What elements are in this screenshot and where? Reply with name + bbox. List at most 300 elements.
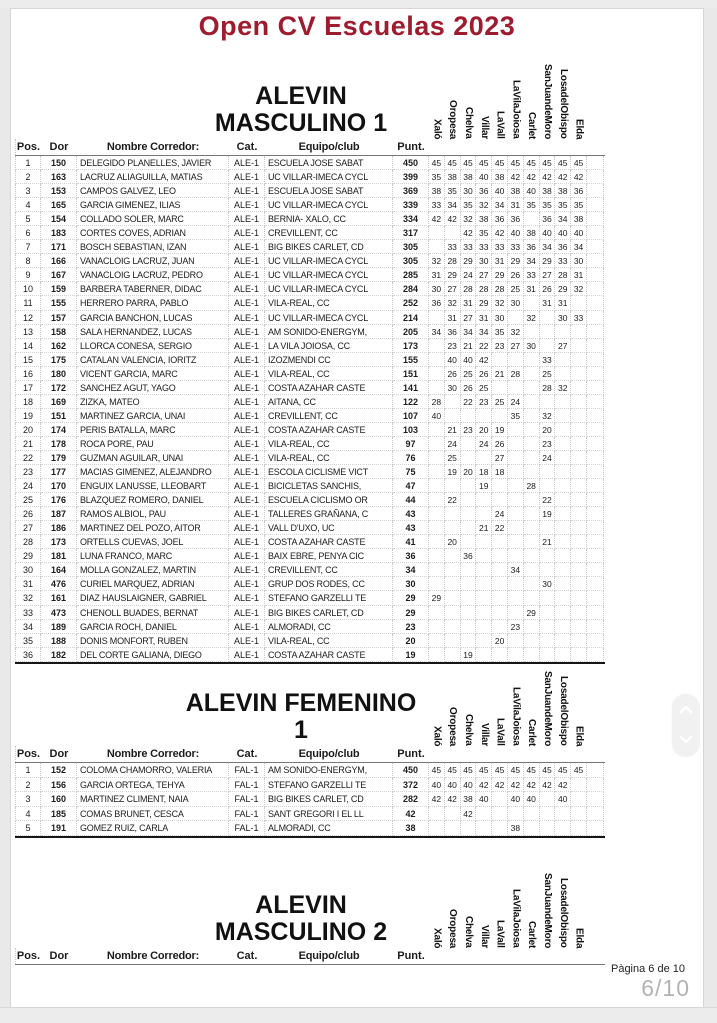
race-points-cell	[429, 807, 445, 822]
race-points-cell	[429, 353, 445, 367]
race-points-cell	[508, 479, 524, 493]
race-points-cell	[571, 792, 587, 807]
race-points-cell: 20	[461, 465, 477, 479]
race-points-cell	[508, 606, 524, 620]
race-points-cell: 24	[445, 437, 461, 451]
points-total-cell: 151	[393, 367, 429, 381]
race-points-cell	[555, 606, 571, 620]
race-points-cell: 45	[445, 763, 461, 778]
race-column-label	[492, 920, 508, 948]
race-points-cell: 34	[445, 198, 461, 212]
rider-name-cell: DEL CORTE GALIANA, DIEGO	[77, 648, 229, 662]
dorsal-cell: 159	[41, 282, 77, 296]
points-total-cell: 29	[393, 606, 429, 620]
dorsal-cell: 182	[41, 648, 77, 662]
race-column-label	[508, 889, 524, 948]
race-points-cell: 21	[445, 423, 461, 437]
race-points-cell	[571, 807, 587, 822]
points-total-cell: 339	[393, 198, 429, 212]
race-points-cell: 23	[492, 339, 508, 353]
race-points-cell: 40	[571, 226, 587, 240]
race-points-cell: 45	[476, 156, 492, 170]
race-points-cell: 23	[461, 423, 477, 437]
race-column-label-text: Villar	[478, 722, 490, 746]
race-points-cell	[540, 521, 556, 535]
table-row	[15, 507, 605, 521]
race-points-cell	[445, 226, 461, 240]
header-pos: Pos.	[16, 141, 41, 153]
race-points-cell	[540, 792, 556, 807]
race-points-cell	[492, 549, 508, 563]
race-points-cell	[540, 311, 556, 325]
race-points-cell	[492, 577, 508, 591]
race-column-label-text: LaVilaJoiosa	[510, 889, 522, 948]
race-column-label	[445, 100, 461, 139]
dorsal-cell: 154	[41, 212, 77, 226]
race-points-cell	[429, 563, 445, 577]
race-points-cell: 29	[461, 254, 477, 268]
rider-name-cell: PERIS BATALLA, MARC	[77, 423, 229, 437]
race-column-label-text: Oropesa	[447, 99, 459, 139]
club-cell: VILA-REAL, CC	[265, 437, 393, 451]
table-row	[15, 535, 605, 549]
club-cell: AM SONIDO-ENERGYM,	[265, 763, 393, 778]
race-points-cell: 27	[540, 268, 556, 282]
race-points-cell: 42	[555, 170, 571, 184]
rider-name-cell: GOMEZ RUIZ, CARLA	[77, 821, 229, 836]
race-points-cell: 33	[555, 254, 571, 268]
points-total-cell: 155	[393, 353, 429, 367]
points-total-cell: 450	[393, 763, 429, 778]
race-points-cell: 19	[540, 507, 556, 521]
race-points-cell: 34	[429, 325, 445, 339]
race-points-cell	[445, 395, 461, 409]
club-cell: SANT GREGORI I EL LL	[265, 807, 393, 822]
header-category: Cat.	[236, 950, 258, 962]
table-row	[15, 634, 605, 648]
empty-cell	[587, 395, 604, 409]
race-points-cell	[508, 437, 524, 451]
table-row	[15, 620, 605, 634]
category-cell: ALE-1	[229, 563, 265, 577]
scroll-widget[interactable]	[672, 694, 700, 757]
empty-cell	[587, 268, 604, 282]
race-points-cell: 45	[508, 763, 524, 778]
race-points-cell	[571, 549, 587, 563]
category-cell: ALE-1	[229, 549, 265, 563]
race-points-cell: 32	[461, 212, 477, 226]
club-cell: VILA-REAL, CC	[265, 634, 393, 648]
race-points-cell: 27	[461, 311, 477, 325]
club-cell: STEFANO GARZELLI TE	[265, 778, 393, 793]
points-total-cell: 205	[393, 325, 429, 339]
points-total-cell: 38	[393, 821, 429, 836]
rider-name-cell: BARBERA TABERNER, DIDAC	[77, 282, 229, 296]
race-points-cell: 30	[461, 184, 477, 198]
race-points-cell: 34	[461, 325, 477, 339]
category-cell: ALE-1	[229, 184, 265, 198]
header-points-total: Punt.	[397, 141, 425, 153]
race-points-cell	[461, 409, 477, 423]
points-total-cell: 36	[393, 549, 429, 563]
race-points-cell	[524, 807, 540, 822]
header-category: Cat.	[236, 748, 258, 760]
race-points-cell: 32	[540, 409, 556, 423]
race-points-cell: 29	[492, 268, 508, 282]
race-points-cell: 40	[555, 226, 571, 240]
race-column-label	[508, 687, 524, 746]
race-points-cell	[492, 479, 508, 493]
race-points-cell	[461, 563, 477, 577]
viewer-page-indicator: 6/10	[641, 975, 690, 1001]
race-column-labels	[429, 655, 587, 746]
pos-cell: 17	[15, 381, 41, 395]
race-points-cell	[524, 437, 540, 451]
race-points-cell	[540, 325, 556, 339]
race-column-label-text: LaVilaJoiosa	[510, 687, 522, 746]
race-points-cell	[555, 395, 571, 409]
empty-cell	[587, 493, 604, 507]
dorsal-cell: 177	[41, 465, 77, 479]
section-header	[15, 655, 605, 746]
race-column-label	[524, 112, 540, 139]
race-points-cell	[571, 563, 587, 577]
table-row	[15, 282, 605, 296]
race-points-cell	[508, 535, 524, 549]
race-column-label	[429, 119, 445, 139]
header-pos: Pos.	[16, 950, 41, 962]
race-points-cell: 45	[555, 763, 571, 778]
race-column-label-text: Elda	[573, 118, 585, 139]
race-points-cell	[508, 634, 524, 648]
race-points-cell: 45	[429, 763, 445, 778]
dorsal-cell: 170	[41, 479, 77, 493]
race-points-cell	[476, 634, 492, 648]
race-points-cell: 32	[445, 296, 461, 310]
race-points-cell: 31	[429, 268, 445, 282]
race-points-cell: 45	[524, 156, 540, 170]
race-points-cell	[508, 521, 524, 535]
category-cell: ALE-1	[229, 282, 265, 296]
race-points-cell	[476, 549, 492, 563]
rider-name-cell: CAMPOS GALVEZ, LEO	[77, 184, 229, 198]
club-cell: ESCUELA CICLISMO OR	[265, 493, 393, 507]
section-title: ALEVIN MASCULINO 2	[214, 891, 388, 946]
race-points-cell: 45	[555, 156, 571, 170]
club-cell: GRUP DOS RODES, CC	[265, 577, 393, 591]
dorsal-cell: 174	[41, 423, 77, 437]
race-points-cell	[555, 325, 571, 339]
race-points-cell: 25	[461, 367, 477, 381]
race-points-cell: 33	[540, 353, 556, 367]
empty-cell	[587, 381, 604, 395]
race-column-label-text: LaVall	[494, 111, 506, 139]
race-points-cell	[445, 606, 461, 620]
club-cell: BERNIA- XALO, CC	[265, 212, 393, 226]
race-points-cell	[555, 591, 571, 605]
points-total-cell: 284	[393, 282, 429, 296]
club-cell: COSTA AZAHAR CASTE	[265, 423, 393, 437]
category-cell: ALE-1	[229, 212, 265, 226]
race-points-cell	[524, 521, 540, 535]
race-points-cell: 36	[571, 184, 587, 198]
category-cell: ALE-1	[229, 535, 265, 549]
pos-cell: 8	[15, 254, 41, 268]
table-row	[15, 381, 605, 395]
race-points-cell	[571, 325, 587, 339]
table-row	[15, 268, 605, 282]
table-row	[15, 156, 605, 170]
club-cell: ESCUELA JOSE SABAT	[265, 156, 393, 170]
rider-name-cell: LUNA FRANCO, MARC	[77, 549, 229, 563]
race-points-cell: 42	[445, 792, 461, 807]
section-title: ALEVIN FEMENINO 1	[185, 689, 417, 744]
rider-name-cell: RAMOS ALBIOL, PAU	[77, 507, 229, 521]
header-dorsal: Dor	[49, 748, 69, 760]
race-points-cell: 28	[555, 268, 571, 282]
race-column-label	[555, 69, 571, 139]
points-total-cell: 399	[393, 170, 429, 184]
race-points-cell: 29	[476, 296, 492, 310]
race-points-cell	[429, 606, 445, 620]
rider-name-cell: GUZMAN AGUILAR, UNAI	[77, 451, 229, 465]
table-row	[15, 367, 605, 381]
race-points-cell: 45	[476, 763, 492, 778]
club-cell: COSTA AZAHAR CASTE	[265, 648, 393, 662]
race-points-cell: 33	[461, 240, 477, 254]
rider-name-cell: ROCA PORE, PAU	[77, 437, 229, 451]
dorsal-cell: 188	[41, 634, 77, 648]
category-cell: ALE-1	[229, 254, 265, 268]
table-row	[15, 479, 605, 493]
race-points-cell: 23	[540, 437, 556, 451]
table-row	[15, 451, 605, 465]
race-column-label-text: Villar	[478, 115, 490, 139]
pos-cell: 1	[15, 763, 41, 778]
dorsal-cell: 191	[41, 821, 77, 836]
dorsal-cell: 162	[41, 339, 77, 353]
table-row	[15, 591, 605, 605]
empty-cell	[587, 437, 604, 451]
race-points-cell	[571, 465, 587, 479]
race-points-cell	[476, 606, 492, 620]
scroll-down-icon[interactable]	[679, 732, 693, 746]
race-points-cell	[571, 821, 587, 836]
empty-cell	[587, 451, 604, 465]
dorsal-cell: 151	[41, 409, 77, 423]
rider-name-cell: MARTINEZ GARCIA, UNAI	[77, 409, 229, 423]
race-points-cell	[555, 367, 571, 381]
table-row	[15, 311, 605, 325]
race-points-cell: 35	[461, 198, 477, 212]
race-points-cell: 40	[429, 778, 445, 793]
race-points-cell	[571, 339, 587, 353]
rider-name-cell: GARCIA BANCHON, LUCAS	[77, 311, 229, 325]
club-cell: VALL D'UXO, UC	[265, 521, 393, 535]
race-points-cell: 22	[540, 493, 556, 507]
race-points-cell	[429, 339, 445, 353]
race-points-cell: 45	[445, 156, 461, 170]
race-points-cell: 42	[524, 778, 540, 793]
club-cell: UC VILLAR-IMECA CYCL	[265, 254, 393, 268]
race-points-cell: 38	[508, 184, 524, 198]
pos-cell: 3	[15, 184, 41, 198]
race-points-cell	[445, 479, 461, 493]
empty-cell	[587, 296, 604, 310]
club-cell: VILA-REAL, CC	[265, 367, 393, 381]
race-points-cell: 40	[461, 353, 477, 367]
race-points-cell: 26	[461, 381, 477, 395]
table-row	[15, 549, 605, 563]
club-cell: UC VILLAR-IMECA CYCL	[265, 268, 393, 282]
race-points-cell: 23	[476, 395, 492, 409]
race-points-cell: 20	[540, 423, 556, 437]
points-total-cell: 369	[393, 184, 429, 198]
race-points-cell	[508, 381, 524, 395]
points-total-cell: 43	[393, 521, 429, 535]
club-cell: AITANA, CC	[265, 395, 393, 409]
points-total-cell: 103	[393, 423, 429, 437]
race-points-cell	[524, 423, 540, 437]
table-row	[15, 577, 605, 591]
race-points-cell: 28	[476, 282, 492, 296]
points-total-cell: 97	[393, 437, 429, 451]
race-points-cell	[524, 549, 540, 563]
scroll-up-icon[interactable]	[679, 703, 693, 717]
race-points-cell	[540, 807, 556, 822]
race-points-cell	[461, 451, 477, 465]
race-points-cell	[524, 381, 540, 395]
race-points-cell	[461, 634, 477, 648]
club-cell: UC VILLAR-IMECA CYCL	[265, 170, 393, 184]
race-column-label-text: Xaló	[431, 725, 443, 746]
table-row	[15, 339, 605, 353]
race-points-cell	[555, 353, 571, 367]
rider-name-cell: GARCIA GIMENEZ, ILIAS	[77, 198, 229, 212]
club-cell: ALMORADI, CC	[265, 620, 393, 634]
rider-name-cell: COMAS BRUNET, CESCA	[77, 807, 229, 822]
empty-cell	[587, 184, 604, 198]
pos-cell: 15	[15, 353, 41, 367]
race-column-label	[476, 723, 492, 746]
rider-name-cell: GARCIA ROCH, DANIEL	[77, 620, 229, 634]
race-points-cell	[524, 353, 540, 367]
pos-cell: 5	[15, 821, 41, 836]
empty-cell	[587, 549, 604, 563]
table-row	[15, 198, 605, 212]
table-row	[15, 465, 605, 479]
race-points-cell	[571, 606, 587, 620]
race-points-cell: 42	[429, 212, 445, 226]
race-points-cell: 29	[429, 591, 445, 605]
race-points-cell	[571, 493, 587, 507]
race-points-cell	[508, 807, 524, 822]
race-column-label-text: SanJuandeMoro	[541, 872, 553, 948]
race-points-cell	[429, 634, 445, 648]
race-points-cell	[429, 240, 445, 254]
race-points-cell	[555, 465, 571, 479]
race-points-cell	[492, 535, 508, 549]
dorsal-cell: 473	[41, 606, 77, 620]
category-cell: ALE-1	[229, 634, 265, 648]
race-points-cell	[555, 577, 571, 591]
rider-name-cell: ENGUIX LANUSSE, LLEOBART	[77, 479, 229, 493]
empty-cell	[587, 591, 604, 605]
race-points-cell	[445, 807, 461, 822]
race-points-cell: 30	[540, 577, 556, 591]
category-cell: ALE-1	[229, 311, 265, 325]
race-points-cell: 30	[524, 339, 540, 353]
header-dorsal: Dor	[49, 141, 69, 153]
rider-name-cell: VICENT GARCIA, MARC	[77, 367, 229, 381]
race-points-cell	[429, 423, 445, 437]
race-points-cell: 32	[508, 325, 524, 339]
race-points-cell: 38	[445, 170, 461, 184]
race-points-cell	[445, 821, 461, 836]
race-points-cell: 29	[555, 282, 571, 296]
race-points-cell: 36	[476, 184, 492, 198]
race-points-cell: 21	[476, 521, 492, 535]
table-row	[15, 226, 605, 240]
race-points-cell	[508, 493, 524, 507]
race-points-cell	[571, 620, 587, 634]
race-points-cell: 19	[476, 479, 492, 493]
race-points-cell: 42	[461, 226, 477, 240]
dorsal-cell: 169	[41, 395, 77, 409]
table-row	[15, 254, 605, 268]
race-points-cell: 26	[476, 367, 492, 381]
rider-name-cell: COLLADO SOLER, MARC	[77, 212, 229, 226]
race-points-cell: 26	[492, 437, 508, 451]
empty-cell	[587, 620, 604, 634]
points-total-cell: 42	[393, 807, 429, 822]
pos-cell: 3	[15, 792, 41, 807]
race-points-cell: 45	[492, 763, 508, 778]
race-points-cell	[492, 606, 508, 620]
race-points-cell	[492, 792, 508, 807]
race-points-cell: 31	[555, 296, 571, 310]
header-pos: Pos.	[16, 748, 41, 760]
race-points-cell	[476, 591, 492, 605]
race-points-cell	[445, 409, 461, 423]
empty-cell	[587, 778, 604, 793]
club-cell: LA VILA JOIOSA, CC	[265, 339, 393, 353]
race-points-cell	[524, 212, 540, 226]
pos-cell: 25	[15, 493, 41, 507]
document-page	[10, 8, 704, 1008]
race-points-cell	[429, 521, 445, 535]
table-row	[15, 423, 605, 437]
race-points-cell: 40	[508, 792, 524, 807]
category-cell: ALE-1	[229, 268, 265, 282]
pos-cell: 1	[15, 156, 41, 170]
empty-cell	[587, 156, 604, 170]
results-section	[15, 45, 605, 664]
table-row	[15, 778, 605, 793]
dorsal-cell: 164	[41, 563, 77, 577]
race-points-cell	[571, 296, 587, 310]
header-rider-name: Nombre Corredor:	[106, 748, 200, 760]
pos-cell: 11	[15, 296, 41, 310]
race-points-cell: 23	[445, 339, 461, 353]
table-row	[15, 170, 605, 184]
results-rows	[15, 763, 605, 838]
race-points-cell: 26	[445, 367, 461, 381]
race-points-cell: 38	[461, 170, 477, 184]
race-column-label-text: Carlet	[526, 718, 538, 746]
race-points-cell: 24	[492, 507, 508, 521]
pos-cell: 27	[15, 521, 41, 535]
